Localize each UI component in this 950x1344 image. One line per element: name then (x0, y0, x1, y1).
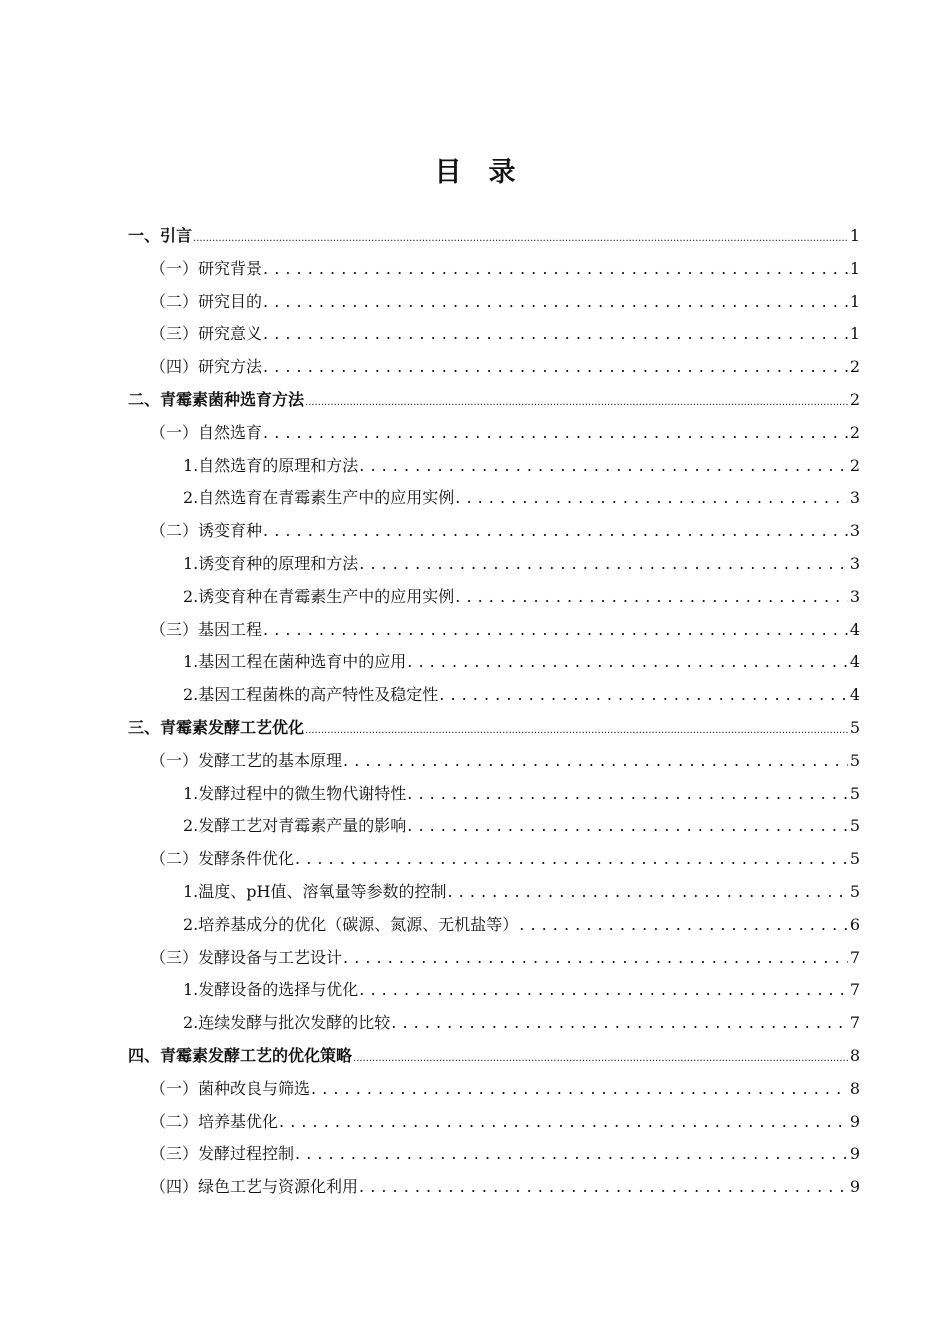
toc-entry-level-2[interactable] (128, 1106, 860, 1139)
toc-entry-page-number: 1 (849, 324, 860, 344)
toc-entry-page-number: 5 (849, 881, 860, 901)
toc-entry-label: 1.发酵设备的选择与优化 (183, 980, 359, 1000)
toc-entry-page-number: 2 (849, 389, 860, 409)
toc-entry-page-number: 3 (849, 553, 860, 573)
toc-entry-level-2[interactable] (128, 286, 860, 319)
toc-dot-leader (359, 450, 848, 483)
toc-dot-leader (343, 942, 848, 975)
toc-entry-level-2[interactable] (128, 417, 860, 450)
toc-dot-leader (295, 1138, 848, 1171)
toc-entry-label: 二、青霉素菌种选育方法 (128, 389, 305, 409)
toc-entry-level-3[interactable] (128, 1007, 860, 1040)
toc-dot-leader (447, 876, 847, 909)
toc-entry-label: （一）研究背景 (150, 258, 263, 278)
toc-entry-label: 2.诱变育种在青霉素生产中的应用实例 (183, 586, 455, 606)
toc-dot-leader (263, 515, 848, 548)
toc-entry-label: 2.发酵工艺对青霉素产量的影响 (183, 816, 407, 836)
toc-entry-page-number: 2 (849, 422, 860, 442)
toc-dot-leader (193, 220, 848, 253)
toc-entry-page-number: 5 (849, 849, 860, 869)
toc-entry-label: 1.基因工程在菌种选育中的应用 (183, 652, 407, 672)
toc-entry-label: 2.培养基成分的优化（碳源、氮源、无机盐等） (183, 914, 519, 934)
toc-entry-label: （四）绿色工艺与资源化利用 (150, 1177, 359, 1197)
toc-dot-leader (263, 318, 848, 351)
toc-entry-page-number: 6 (849, 914, 860, 934)
toc-entry-level-3[interactable] (128, 810, 860, 843)
toc-entry-label: 1.自然选育的原理和方法 (183, 455, 359, 475)
toc-entry-label: （三）基因工程 (150, 619, 263, 639)
toc-entry-level-3[interactable] (128, 548, 860, 581)
toc-entry-label: 四、青霉素发酵工艺的优化策略 (128, 1045, 353, 1065)
toc-entry-page-number: 5 (849, 717, 860, 737)
toc-entry-page-number: 7 (849, 947, 860, 967)
toc-entry-level-2[interactable] (128, 745, 860, 778)
toc-dot-leader (359, 974, 848, 1007)
toc-dot-leader (455, 482, 848, 515)
toc-dot-leader (263, 417, 848, 450)
toc-entry-label: 三、青霉素发酵工艺优化 (128, 717, 305, 737)
toc-entry-page-number: 5 (849, 783, 860, 803)
toc-dot-leader (407, 810, 848, 843)
toc-dot-leader (295, 843, 848, 876)
toc-entry-level-2[interactable] (128, 614, 860, 647)
toc-entry-level-3[interactable] (128, 909, 860, 942)
toc-entry-page-number: 3 (849, 521, 860, 541)
toc-dot-leader (263, 286, 848, 319)
toc-entry-level-3[interactable] (128, 778, 860, 811)
toc-entry-level-2[interactable] (128, 1171, 860, 1204)
toc-entry-label: 1.温度、pH值、溶氧量等参数的控制 (183, 881, 447, 901)
toc-dot-leader (311, 1073, 848, 1106)
toc-entry-page-number: 1 (849, 226, 860, 245)
toc-entry-label: （三）发酵过程控制 (150, 1144, 295, 1164)
toc-entry-page-number: 4 (849, 685, 860, 705)
toc-entry-label: （二）发酵条件优化 (150, 849, 295, 869)
toc-dot-leader (279, 1106, 848, 1139)
toc-dot-leader (439, 679, 848, 712)
toc-entry-label: （一）发酵工艺的基本原理 (150, 750, 343, 770)
toc-entry-label: （二）培养基优化 (150, 1111, 279, 1131)
toc-entry-level-3[interactable] (128, 450, 860, 483)
toc-entry-level-2[interactable] (128, 253, 860, 286)
toc-dot-leader (407, 646, 848, 679)
toc-dot-leader (407, 778, 848, 811)
toc-entry-page-number: 7 (849, 1013, 860, 1033)
toc-entry-level-1[interactable] (128, 384, 860, 417)
toc-dot-leader (343, 745, 848, 778)
toc-entry-label: （三）研究意义 (150, 324, 263, 344)
toc-entry-page-number: 9 (849, 1177, 860, 1197)
toc-entry-label: （一）自然选育 (150, 422, 263, 442)
toc-entry-label: 2.基因工程菌株的高产特性及稳定性 (183, 685, 439, 705)
toc-dot-leader (455, 581, 848, 614)
toc-entry-page-number: 8 (849, 1045, 860, 1065)
toc-entry-level-1[interactable] (128, 1040, 860, 1073)
toc-entry-page-number: 8 (849, 1078, 860, 1098)
toc-entry-level-2[interactable] (128, 351, 860, 384)
toc-entry-page-number: 4 (849, 619, 860, 639)
toc-entry-label: 2.连续发酵与批次发酵的比较 (183, 1013, 391, 1033)
toc-entry-page-number: 9 (849, 1111, 860, 1131)
toc-dot-leader (391, 1007, 848, 1040)
toc-entry-level-2[interactable] (128, 1138, 860, 1171)
toc-entry-page-number: 9 (849, 1144, 860, 1164)
toc-entry-level-1[interactable] (128, 712, 860, 745)
toc-dot-leader (359, 1171, 848, 1204)
toc-entry-label: （二）诱变育种 (150, 521, 263, 541)
toc-entry-level-2[interactable] (128, 318, 860, 351)
toc-entry-page-number: 3 (849, 488, 860, 508)
toc-entry-level-3[interactable] (128, 876, 860, 909)
toc-entry-label: （三）发酵设备与工艺设计 (150, 947, 343, 967)
toc-entry-page-number: 4 (849, 652, 860, 672)
toc-entry-level-2[interactable] (128, 843, 860, 876)
toc-entry-label: 1.诱变育种的原理和方法 (183, 553, 359, 573)
toc-entry-page-number: 3 (849, 586, 860, 606)
toc-entry-level-3[interactable] (128, 974, 860, 1007)
toc-entry-level-3[interactable] (128, 581, 860, 614)
toc-entry-label: （一）菌种改良与筛选 (150, 1078, 311, 1098)
toc-entry-page-number: 1 (849, 258, 860, 278)
toc-entry-level-2[interactable] (128, 942, 860, 975)
toc-entry-page-number: 5 (849, 816, 860, 836)
toc-dot-leader (353, 1040, 848, 1073)
toc-dot-leader (263, 253, 848, 286)
toc-dot-leader (305, 712, 848, 745)
toc-entry-level-1[interactable] (128, 220, 860, 253)
page-title: 目 录 (434, 157, 516, 188)
toc-entry-label: （四）研究方法 (150, 357, 263, 377)
toc-entry-page-number: 7 (849, 980, 860, 1000)
toc-dot-leader (263, 351, 848, 384)
toc-entry-level-2[interactable] (128, 1073, 860, 1106)
toc-entry-label: 1.发酵过程中的微生物代谢特性 (183, 783, 407, 803)
toc-entry-label: （二）研究目的 (150, 291, 263, 311)
toc-entry-label: 2.自然选育在青霉素生产中的应用实例 (183, 488, 455, 508)
toc-entry-level-2[interactable] (128, 515, 860, 548)
toc-dot-leader (519, 909, 848, 942)
toc-entry-label: 一、引言 (128, 226, 193, 245)
table-of-contents (128, 220, 860, 1204)
toc-entry-page-number: 2 (849, 357, 860, 377)
toc-dot-leader (263, 614, 848, 647)
toc-entry-level-3[interactable] (128, 679, 860, 712)
toc-entry-page-number: 5 (849, 750, 860, 770)
toc-dot-leader (359, 548, 848, 581)
toc-entry-level-3[interactable] (128, 646, 860, 679)
toc-entry-level-3[interactable] (128, 482, 860, 515)
toc-entry-page-number: 1 (849, 291, 860, 311)
toc-entry-page-number: 2 (849, 455, 860, 475)
toc-dot-leader (305, 384, 848, 417)
